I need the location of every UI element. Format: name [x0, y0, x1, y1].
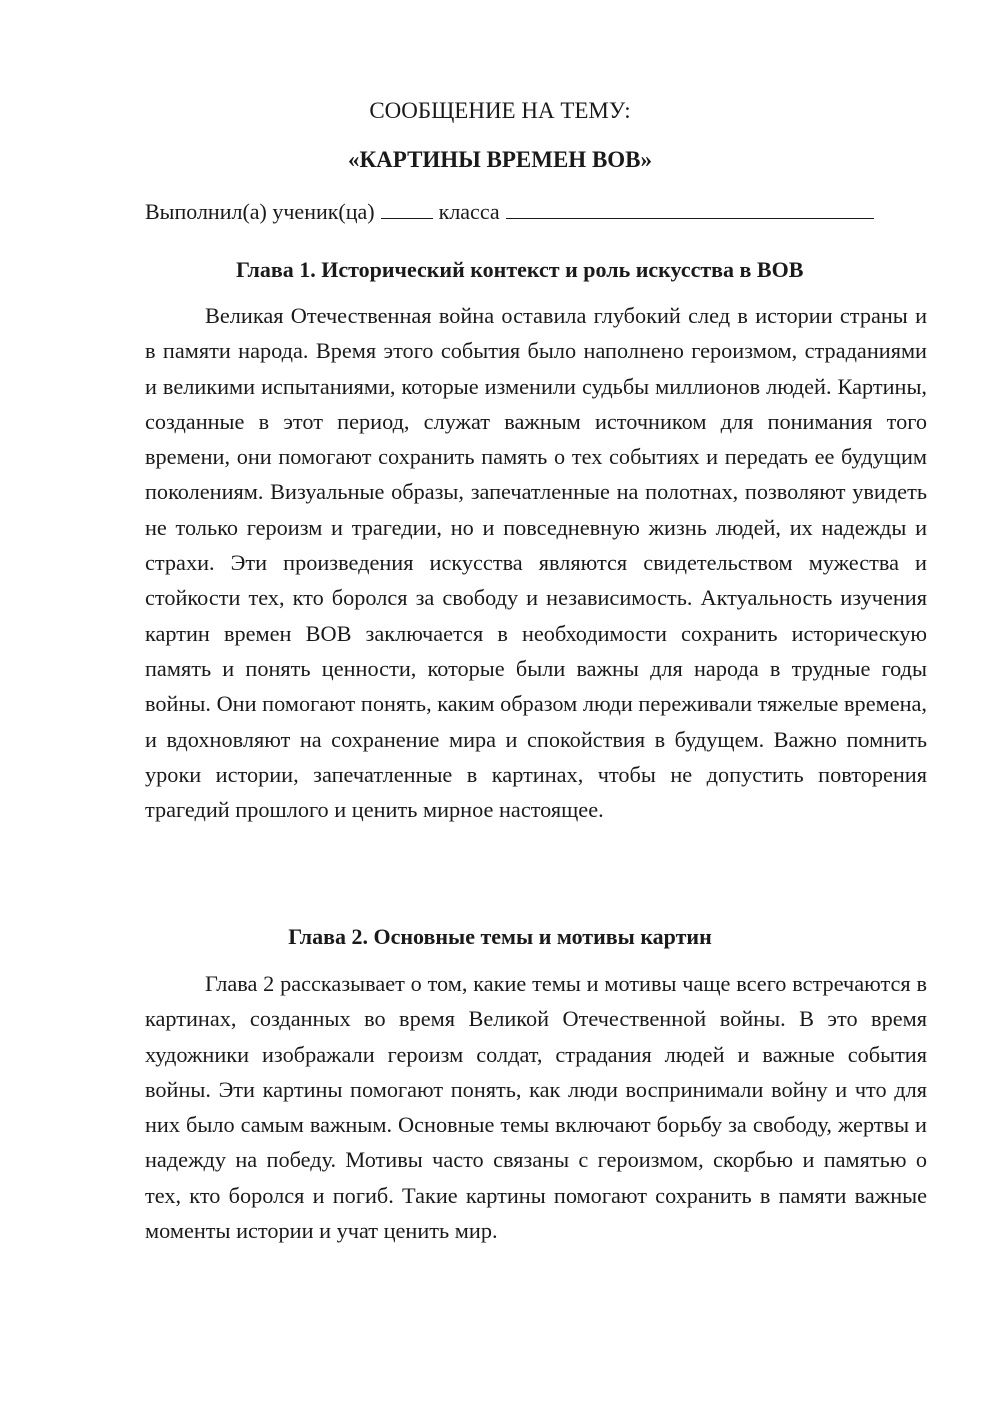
document-title-line-1: СООБЩЕНИЕ НА ТЕМУ: [369, 98, 631, 123]
class-label: класса [438, 199, 500, 224]
author-line [145, 197, 925, 227]
chapter-2-heading: Глава 2. Основные темы и мотивы картин [288, 924, 712, 949]
author-label: Выполнил(а) ученик(ца) [145, 199, 375, 224]
class-number-blank [381, 198, 433, 219]
student-name-blank [506, 198, 874, 219]
document-title-line-2: «КАРТИНЫ ВРЕМЕН ВОВ» [347, 147, 653, 172]
chapter-2-paragraph: Глава 2 рассказывает о том, какие темы и мотивы чаще всего встречаются в картинах, созданных во время Великой Отечественной войны. В это время художники изображали героизм солдат, страдания людей и важные события войны. Эти картины помогают понять, как люди воспринимали войну и что для них было самым важным. Основные темы включают борьбу за свободу, жертвы и надежду на победу. Мотивы часто связаны с героизмом, скорбью и памятью о тех, кто боролся и погиб. Такие картины помогают сохранить в памяти важные моменты истории и учат ценить мир. [145, 971, 927, 1244]
chapter-1-heading: Глава 1. Исторический контекст и роль искусства в ВОВ [236, 257, 804, 282]
chapter-1-paragraph: Великая Отечественная война оставила глубокий след в истории страны и в памяти народа. Время этого события было наполнено героизмом, страданиями и великими испытаниями, которые изменили судьбы миллионов людей. Картины, созданные в этот период, служат важным источником для понимания того времени, они помогают сохранить память о тех событиях и передать ее будущим поколениям. Визуальные образы, запечатленные на полотнах, позволяют увидеть не только героизм и трагедии, но и повседневную жизнь людей, их надежды и страхи. Эти произведения искусства являются свидетельством мужества и стойкости тех, кто боролся за свободу и независимость. Актуальность изучения картин времен ВОВ заключается в необходимости сохранить историческую память и понять ценности, которые были важны для народа в трудные годы войны. Они помогают понять, каким образом люди переживали тяжелые времена, и вдохновляют на сохранение мира и спокойствия в будущем. Важно помнить уроки истории, запечатленные в картинах, чтобы не допустить повторения трагедий прошлого и ценить мирное настоящее. [145, 303, 927, 823]
